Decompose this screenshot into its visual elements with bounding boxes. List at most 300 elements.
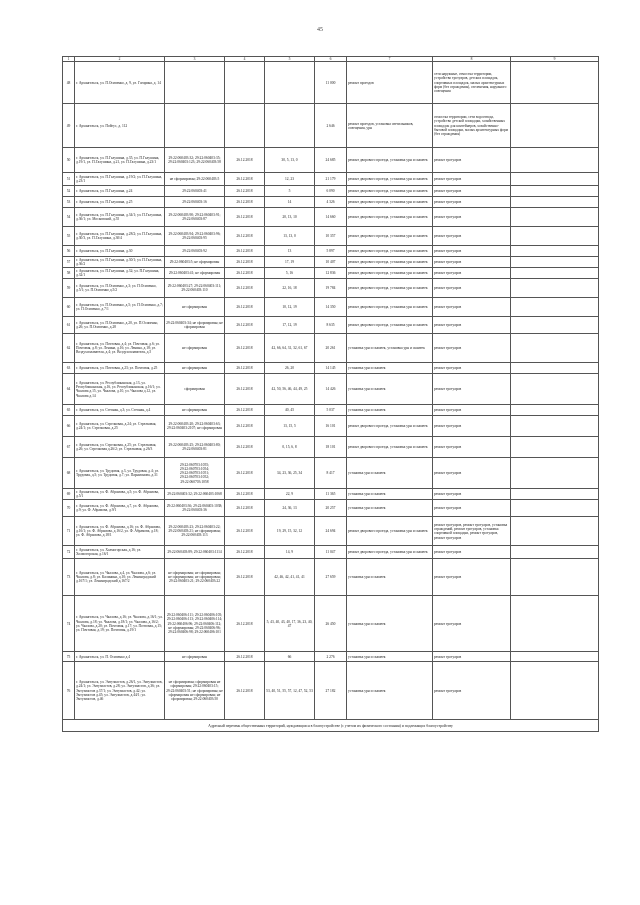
date-cell: 26.12.2018 [225, 279, 265, 298]
cadastral-number-cell [165, 104, 225, 148]
notes-cell [511, 416, 599, 437]
row-number: 59 [63, 279, 75, 298]
date-cell [225, 62, 265, 104]
column-header: 7 [347, 57, 433, 62]
row-number: 54 [63, 208, 75, 227]
column-header: 1 [63, 57, 75, 62]
address-cell: г. Архангельск, ул. П.Галушина, д.30 [75, 246, 165, 257]
additional-works-cell: ремонт тротуаров [433, 652, 511, 662]
row-number: 61 [63, 317, 75, 334]
cadastral-number-cell: сформирован [165, 374, 225, 405]
area-cell: 5 897 [315, 246, 347, 257]
row-number: 50 [63, 148, 75, 173]
table-row [63, 268, 599, 279]
date-cell [225, 104, 265, 148]
table-row [63, 405, 599, 416]
row-number: 72 [63, 546, 75, 559]
notes-cell [511, 458, 599, 489]
row-number: 57 [63, 257, 75, 268]
area-cell: 20 261 [315, 334, 347, 363]
cadastral-number-cell [165, 62, 225, 104]
apartment-count-cell: 53, 40, 51, 55, 57, 12, 47, 52, 53 [265, 662, 315, 720]
apartment-count-cell: 13, 13, 0 [265, 227, 315, 246]
address-cell: г. Архангельск, ул. П.Галушина, д.34/1; ул. П.Галушина, д.36/1; ул. Московский, д.55 [75, 208, 165, 227]
table-row [63, 148, 599, 173]
additional-works-cell: ремонт тротуаров [433, 458, 511, 489]
cadastral-number-cell: 29:22:060403:25; 29:22:060403:80; 29:22:060403:81 [165, 437, 225, 458]
works-cell: ремонт дворового проезда, установка урн и скамеек [347, 257, 433, 268]
works-cell: ремонт дворового проезда, установка урн и скамеек [347, 246, 433, 257]
works-cell: установка урн и скамеек [347, 458, 433, 489]
area-cell: 24 694 [315, 517, 347, 546]
address-cell: г. Архангельск, ул. Чкалова, д.16; ул. Чкалова, д.16/1; ул. Чкалова, д.18; ул. Чкалова, д.18/1; ул. Чкалова, д.16/2; ул. Чкалова, д.20; ул. Почтовая, д.17; ул. Почтовая, д.15; ул. Почтовая, д.19; ул. Почтовая, д.19/1 [75, 596, 165, 652]
area-cell: 24 685 [315, 148, 347, 173]
apartment-count-cell [265, 104, 315, 148]
row-number: 73 [63, 559, 75, 596]
table-row [63, 662, 599, 720]
date-cell: 26.12.2018 [225, 186, 265, 197]
table-row [63, 437, 599, 458]
apartment-count-cell: 22, 16, 18 [265, 279, 315, 298]
works-cell: ремонт дворового проезда, установка урн и скамеек [347, 268, 433, 279]
table-row [63, 559, 599, 596]
apartment-count-cell: 14 [265, 197, 315, 208]
table-row [63, 596, 599, 652]
notes-cell [511, 208, 599, 227]
notes-cell [511, 62, 599, 104]
cadastral-number-cell: не сформирован [165, 363, 225, 374]
notes-cell [511, 546, 599, 559]
table-row [63, 489, 599, 500]
notes-cell [511, 227, 599, 246]
address-cell: г. Архангельск, ул. П.Осипенко, д. 9, ул. Гагарина, д. 14 [75, 62, 165, 104]
notes-cell [511, 317, 599, 334]
additional-works-cell: ремонт тротуаров [433, 208, 511, 227]
table-row [63, 363, 599, 374]
cadastral-number-cell: 29:22:060403:36; 29:22:060403:1038; 29:22:060403:36 [165, 500, 225, 517]
cadastral-number-cell: 29:22:060403:20; 29:22:060403:63; 29:22:060403:2107; не сформирован [165, 416, 225, 437]
row-number: 64 [63, 374, 75, 405]
notes-cell [511, 500, 599, 517]
area-cell: 21 179 [315, 173, 347, 186]
row-number: 63 [63, 363, 75, 374]
row-number: 71 [63, 517, 75, 546]
works-cell: установка урн и скамеек [347, 374, 433, 405]
date-cell: 26.12.2018 [225, 257, 265, 268]
date-cell: 26.12.2018 [225, 652, 265, 662]
address-cell: г. Архангельск, ул. Республиканская, д.13, ул. Республиканская, д.16, ул. Республиканская, д.16/1; ул. Чкалова д.15, ул. Чкалова, д.10, ул. Чкалова д.12, ул. Чкалова д.14 [75, 374, 165, 405]
area-cell: 27 182 [315, 662, 347, 720]
additional-works-cell: ремонт тротуаров [433, 268, 511, 279]
date-cell: 26.12.2018 [225, 363, 265, 374]
apartment-count-cell: 17, 12, 19 [265, 317, 315, 334]
table-row [63, 246, 599, 257]
area-cell: 26 450 [315, 596, 347, 652]
row-number: 49 [63, 104, 75, 148]
notes-cell [511, 489, 599, 500]
address-cell: г. Архангельск, ул. П.Галушина, д.25 [75, 197, 165, 208]
improvement-register-table [62, 56, 599, 732]
row-number: 69 [63, 489, 75, 500]
row-number: 68 [63, 458, 75, 489]
apartment-count-cell: 13 [265, 246, 315, 257]
additional-works-cell: ремонт тротуаров [433, 489, 511, 500]
row-number: 58 [63, 268, 75, 279]
works-cell: ремонт дворового проезда, установка урн и скамеек [347, 546, 433, 559]
row-number: 75 [63, 652, 75, 662]
notes-cell [511, 257, 599, 268]
works-cell: ремонт дворового проезда, установка урн и скамеек [347, 173, 433, 186]
table-row [63, 279, 599, 298]
additional-works-cell: ремонт тротуаров [433, 416, 511, 437]
address-cell: г. Архангельск, ул. Стрелковая, д.25; ул. Стрелковая, д.26; ул. Стрелковая д.26/2; ул. Стрелковая, д.26/3 [75, 437, 165, 458]
area-cell: 14 426 [315, 374, 347, 405]
address-cell: г. Архангельск, ул. П.Осипенко, д.3; ул. П.Осипенко, д.5/1; ул. П.Осипенко д.5/2 [75, 279, 165, 298]
section-heading-row [63, 720, 599, 732]
additional-works-cell: сети наружные, отмостка территории, устройство тротуаров, детских площадок, спортивных площадок, малых архитектурных форм (без ограждения), озеленения, наружного освещения [433, 62, 511, 104]
address-cell: г. Архангельск, ул. Трудовая, д.3, ул. Трудовая, д.4; ул. Трудовая, д.5; ул. Трудовая, д.7; ул. Парнмонова, д.31 [75, 458, 165, 489]
apartment-count-cell: 24, 36, 13 [265, 500, 315, 517]
table-row [63, 104, 599, 148]
address-cell: г. Архангельск, ул. П.Галушина, д.32; ул. П.Галушина, д.32/1 [75, 268, 165, 279]
apartment-count-cell: 5, 16 [265, 268, 315, 279]
additional-works-cell: ремонт тротуаров [433, 437, 511, 458]
works-cell: ремонт дворового проезда, установка урн и скамеек [347, 517, 433, 546]
works-cell: ремонт проездов, установка светильников, освещения, урн [347, 104, 433, 148]
date-cell: 26.12.2018 [225, 416, 265, 437]
row-number: 48 [63, 62, 75, 104]
apartment-count-cell: 19, 29, 15, 32, 12 [265, 517, 315, 546]
cadastral-number-cell: 29:22:060403:27; 29:22:060403:111; 29:22:060403:110 [165, 279, 225, 298]
date-cell: 26.12.2018 [225, 596, 265, 652]
works-cell: установка урн и скамеек [347, 559, 433, 596]
address-cell: г. Архангельск, ул. Холмогорская, д.16; ул. Холмогорская, д.16/1 [75, 546, 165, 559]
apartment-count-cell: 26, 20 [265, 363, 315, 374]
works-cell: ремонт дворового проезда, установка урн и скамеек [347, 416, 433, 437]
additional-works-cell: ремонт тротуаров [433, 334, 511, 363]
date-cell: 26.12.2018 [225, 208, 265, 227]
cadastral-number-cell: не сформирован; не сформирован; не сформирован; не сформирован; 29:22:060403:21; 29:22:060403:22 [165, 559, 225, 596]
column-header: 9 [511, 57, 599, 62]
area-cell: 16 101 [315, 416, 347, 437]
area-cell: 10 357 [315, 227, 347, 246]
works-cell: установка урн и скамеек [347, 405, 433, 416]
additional-works-cell: ремонт тротуаров [433, 257, 511, 268]
apartment-count-cell [265, 62, 315, 104]
apartment-count-cell: 66 [265, 652, 315, 662]
works-cell: ремонт дворового проезда, установка урн и скамеек [347, 298, 433, 317]
additional-works-cell: ремонт тротуаров [433, 186, 511, 197]
works-cell: установка урн и скамеек [347, 363, 433, 374]
apartment-count-cell: 34, 23, 36, 25, 34 [265, 458, 315, 489]
notes-cell [511, 197, 599, 208]
notes-cell [511, 559, 599, 596]
cadastral-number-cell: 29:22:060403:90; 29:22:060403:91; 29:22:060403:87 [165, 208, 225, 227]
row-number: 67 [63, 437, 75, 458]
area-cell: 27 659 [315, 559, 347, 596]
row-number: 62 [63, 334, 75, 363]
works-cell: ремонт проездов [347, 62, 433, 104]
address-cell: г. Архангельск, ул. Ф. Абрамова, д.7, ул. Ф. Абрамова, д.9; ул. Ф. Абрамова, д.9/1 [75, 500, 165, 517]
notes-cell [511, 662, 599, 720]
area-cell: 18 101 [315, 437, 347, 458]
address-cell: г. Архангельск, ул. Степная, д.3; ул. Степная, д.4 [75, 405, 165, 416]
apartment-count-cell: 42, 66, 64, 31, 32, 61, 67 [265, 334, 315, 363]
date-cell: 26.12.2018 [225, 246, 265, 257]
address-cell: г. Архангельск, ул. П.Галушина, д.30/1; ул. П.Галушина, д.36/2 [75, 257, 165, 268]
apartment-count-cell: 42, 50, 56, 46, 44, 49, 25 [265, 374, 315, 405]
column-header: 6 [315, 57, 347, 62]
cadastral-number-cell: 29:22:060403:94; 29:22:060403:96; 29:22:060403:95 [165, 227, 225, 246]
apartment-count-cell: 17, 19 [265, 257, 315, 268]
area-cell: 8 635 [315, 317, 347, 334]
notes-cell [511, 173, 599, 186]
table-body [63, 62, 599, 720]
additional-works-cell: ремонт тротуаров, ремонт тротуаров, установка ограждений, ремонт тротуаров, установка спортивной площадки, ремонт тротуаров, ремонт тротуаров [433, 517, 511, 546]
row-number: 55 [63, 227, 75, 246]
notes-cell [511, 363, 599, 374]
notes-cell [511, 104, 599, 148]
date-cell: 26.12.2018 [225, 489, 265, 500]
notes-cell [511, 374, 599, 405]
apartment-count-cell: 10, 12, 19 [265, 298, 315, 317]
apartment-count-cell: 5 [265, 186, 315, 197]
date-cell: 26.12.2018 [225, 405, 265, 416]
cadastral-number-cell: 29:22:060403:92 [165, 246, 225, 257]
table-row [63, 298, 599, 317]
cadastral-number-cell: не сформирован [165, 405, 225, 416]
apartment-count-cell: 20, 13, 10 [265, 208, 315, 227]
row-number: 56 [63, 246, 75, 257]
area-cell: 10 407 [315, 257, 347, 268]
works-cell: ремонт дворового проезда, установка урн и скамеек [347, 437, 433, 458]
cadastral-number-cell: 29:22:060403:23; 29:22:060403:22; 29:22:060403:21; не сформирован; 29:22:060403:113 [165, 517, 225, 546]
works-cell: установка урн и скамеек, установка урн и скамеек [347, 334, 433, 363]
address-cell: г. Архангельск, ул. П.Осипенко, д.20, ул. П.Осипенко, д.26; ул. П.Осипенко, д.28 [75, 317, 165, 334]
area-cell: 4 326 [315, 197, 347, 208]
notes-cell [511, 246, 599, 257]
works-cell: установка урн и скамеек [347, 662, 433, 720]
area-cell: 11 365 [315, 489, 347, 500]
apartment-count-cell: 12, 23 [265, 173, 315, 186]
cadastral-number-cell: 29:22:060403:41; не сформирован [165, 268, 225, 279]
area-cell: 8 417 [315, 458, 347, 489]
additional-works-cell: ремонт тротуаров [433, 227, 511, 246]
area-cell: 19 784 [315, 279, 347, 298]
notes-cell [511, 148, 599, 173]
area-cell: 14 145 [315, 363, 347, 374]
additional-works-cell: ремонт тротуаров [433, 363, 511, 374]
column-header: 8 [433, 57, 511, 62]
table-row [63, 458, 599, 489]
row-number: 51 [63, 173, 75, 186]
additional-works-cell: ремонт тротуаров [433, 148, 511, 173]
apartment-count-cell: 14, 9 [265, 546, 315, 559]
notes-cell [511, 405, 599, 416]
notes-cell [511, 596, 599, 652]
cadastral-number-cell: 29:22:060403:5; не сформирован [165, 257, 225, 268]
column-header: 4 [225, 57, 265, 62]
apartment-count-cell: 5, 43, 40, 43, 40, 17, 36, 23, 40, 47 [265, 596, 315, 652]
works-cell: установка урн и скамеек [347, 489, 433, 500]
table-row [63, 652, 599, 662]
column-header: 2 [75, 57, 165, 62]
notes-cell [511, 279, 599, 298]
cadastral-number-cell: 29:22:060403:32; 29:22:060403:1068 [165, 489, 225, 500]
area-cell: 11 047 [315, 546, 347, 559]
cadastral-number-cell: не сформирован; сформирован не сформирован; 29:22:060403:15; 29:22:060403:51; не сформирован; не сформирован не сформирован; не сформирован; 29:22:060403:50 [165, 662, 225, 720]
apartment-count-cell: 42, 46, 42, 41, 41, 41 [265, 559, 315, 596]
cadastral-number-cell: 29:22:060703:1055; 29:22:060703:1054; 29:22:060703:1051; 29:22:060703:1052; 29:22:060703:1058 [165, 458, 225, 489]
table-row [63, 416, 599, 437]
notes-cell [511, 298, 599, 317]
address-cell: г. Архангельск, ул. Стрелковая, д.24; ул. Стрелковая, д.24/1; ул. Стрелковая, д.25 [75, 416, 165, 437]
cadastral-number-cell: 29:22:060403:34; не сформирован; не сформирован [165, 317, 225, 334]
page-number: 45 [317, 27, 323, 33]
additional-works-cell: ремонт тротуаров [433, 279, 511, 298]
additional-works-cell: ремонт тротуаров [433, 298, 511, 317]
additional-works-cell: ремонт тротуаров [433, 173, 511, 186]
works-cell: ремонт дворового проезда, установка урн и скамеек [347, 197, 433, 208]
additional-works-cell: ремонт тротуаров [433, 596, 511, 652]
area-cell: 11 000 [315, 62, 347, 104]
additional-works-cell: ремонт тротуаров [433, 500, 511, 517]
area-cell: 2 276 [315, 652, 347, 662]
works-cell: ремонт дворового проезда, установка урн и скамеек [347, 227, 433, 246]
cadastral-number-cell: 29:22:060406:111; 29:22:060406:105; 29:22:060406:113; 29:22:060406:114; 29:22:060406:96; 29:22:060406:112; не сформирован; 29:22:060406:96; 29:22:060406:98; 29:22:060406:101 [165, 596, 225, 652]
address-cell: г. Архангельск, ул. Ф. Абрамова, д.16; ул. Ф. Абрамова, д.16/1; ул. Ф. Абрамова, д.16/2, ул. Ф. Абрамова, д.18; ул. Ф. Абрамова, д.18/1 [75, 517, 165, 546]
table-row [63, 62, 599, 104]
cadastral-number-cell: не сформирован [165, 652, 225, 662]
additional-works-cell: ремонт тротуаров [433, 546, 511, 559]
address-cell: г. Архангельск, ул. П.Осипенко, д.5; ул. П.Осипенко, д.7; ул. П.Осипенко, д.7/1 [75, 298, 165, 317]
row-number: 52 [63, 186, 75, 197]
works-cell: установка урн и скамеек [347, 596, 433, 652]
cadastral-number-cell: не сформирован [165, 334, 225, 363]
date-cell: 26.12.2018 [225, 437, 265, 458]
date-cell: 26.12.2018 [225, 334, 265, 363]
date-cell: 26.12.2018 [225, 546, 265, 559]
row-number: 74 [63, 596, 75, 652]
address-cell: г. Архангельск, ул. Почтовая, д.23; ул. Почтовая, д.25 [75, 363, 165, 374]
additional-works-cell: ремонт тротуаров [433, 374, 511, 405]
notes-cell [511, 334, 599, 363]
date-cell: 26.12.2018 [225, 197, 265, 208]
address-cell: г. Архангельск, ул. Энтузиастов, д.26/1, ул. Энтузиастов, д.24/1; ул. Энтузиастов, д.28; ул. Энтузиастов, д.36; ул. Энтузиастов д.37/1; ул. Энтузиастов, д.42; ул. Энтузиастов д.45; ул. Энтузиастов, д.44/1; ул. Энтузиастов, д.46 [75, 662, 165, 720]
works-cell: ремонт дворового проезда, установка урн и скамеек [347, 148, 433, 173]
address-cell: г. Архангельск, ул. П.Галушина, д.28/2; ул. П.Галушина, д.30/3, ул. П.Галушина, д.30/4 [75, 227, 165, 246]
table-row [63, 374, 599, 405]
column-header: 5 [265, 57, 315, 62]
area-cell: 14 660 [315, 208, 347, 227]
additional-works-cell: отмостка территории, сети водоотвода, устройство детской площадки, хозяйственных площадок для контейнеров, хозяйственно-бытовой площадки, малых архитектурных форм (без ограждения) [433, 104, 511, 148]
date-cell: 26.12.2018 [225, 268, 265, 279]
cadastral-number-cell: не сформирован [165, 298, 225, 317]
notes-cell [511, 652, 599, 662]
apartment-count-cell: 40, 45 [265, 405, 315, 416]
table-row [63, 208, 599, 227]
cadastral-number-cell: 29:22:060403:89; 29:22:060403:1114 [165, 546, 225, 559]
table-row [63, 546, 599, 559]
table-row [63, 317, 599, 334]
date-cell: 26.12.2018 [225, 227, 265, 246]
section-heading: Адресный перечень общественных территорий, нуждающихся в благоустройстве (с учетом их физического состояния) и подлежащих благоустройству [63, 720, 599, 732]
row-number: 66 [63, 416, 75, 437]
area-cell: 20 257 [315, 500, 347, 517]
notes-cell [511, 268, 599, 279]
address-cell: г. Архангельск, ул. П. Осипенко д.4 [75, 652, 165, 662]
apartment-count-cell: 30, 5, 13, 0 [265, 148, 315, 173]
table-row [63, 173, 599, 186]
works-cell: установка урн и скамеек [347, 500, 433, 517]
cadastral-number-cell: 29:22:060403:32; 29:22:060403:35; 29:22:060403:123; 29:22:060403:58 [165, 148, 225, 173]
additional-works-cell: ремонт тротуаров [433, 317, 511, 334]
date-cell: 26.12.2018 [225, 173, 265, 186]
additional-works-cell: ремонт тротуаров [433, 559, 511, 596]
address-cell: г. Архангельск, ул. П.Галушина, д.19/2; ул. П.Галушина, д.23/1 [75, 173, 165, 186]
works-cell: ремонт дворового проезда, установка урн и скамеек [347, 186, 433, 197]
additional-works-cell: ремонт тротуаров [433, 662, 511, 720]
area-cell: 12 836 [315, 268, 347, 279]
date-cell: 26.12.2018 [225, 374, 265, 405]
apartment-count-cell: 13, 15, 5 [265, 416, 315, 437]
table-row [63, 227, 599, 246]
notes-cell [511, 437, 599, 458]
row-number: 65 [63, 405, 75, 416]
address-cell: г. Архангельск, ул. П.Галушина, д.35, ул. П.Галушина, д.19/1, ул. П.Галушина, д.21, ул. П.Галушина, д.23/1 [75, 148, 165, 173]
area-cell: 2 646 [315, 104, 347, 148]
date-cell: 26.12.2018 [225, 559, 265, 596]
notes-cell [511, 517, 599, 546]
cadastral-number-cell: 29:22:060403:41 [165, 186, 225, 197]
additional-works-cell: ремонт тротуаров [433, 197, 511, 208]
table-row [63, 500, 599, 517]
apartment-count-cell: 0, 15, 6, 8 [265, 437, 315, 458]
table-row [63, 334, 599, 363]
row-number: 76 [63, 662, 75, 720]
table-row [63, 197, 599, 208]
row-number: 70 [63, 500, 75, 517]
apartment-count-cell: 22, 9 [265, 489, 315, 500]
additional-works-cell: ремонт тротуаров [433, 246, 511, 257]
address-cell: г. Архангельск, ул. Ф. Абрамова, д.5; ул. Ф. Абрамова, д.5/1 [75, 489, 165, 500]
address-cell: г. Архангельск, ул. Чкалова, д.4, ул. Чкалова, д.6; ул. Чкалова, д.8; ул. Калинина, д.10; ул. Ленинградский д.167/1; ул. Ленинградский д.167/2 [75, 559, 165, 596]
area-cell: 5 037 [315, 405, 347, 416]
table-row [63, 186, 599, 197]
works-cell: ремонт дворового проезда, установка урн и скамеек [347, 279, 433, 298]
row-number: 60 [63, 298, 75, 317]
date-cell: 26.12.2018 [225, 500, 265, 517]
row-number: 53 [63, 197, 75, 208]
address-cell: г. Архангельск, ул. П.Галушина, д.24 [75, 186, 165, 197]
address-cell: г. Архангельск, ул. Пойгус, д. 112 [75, 104, 165, 148]
notes-cell [511, 186, 599, 197]
area-cell: 14 350 [315, 298, 347, 317]
area-cell: 6 090 [315, 186, 347, 197]
table-row [63, 257, 599, 268]
cadastral-number-cell: не сформирован; 29:22:060403:5 [165, 173, 225, 186]
works-cell: ремонт дворового проезда, установка урн и скамеек [347, 317, 433, 334]
column-header: 3 [165, 57, 225, 62]
date-cell: 26.12.2018 [225, 148, 265, 173]
address-cell: г. Архангельск, ул. Почтовая, д.4; ул. Почтовая, д.6; ул. Почтовая, д.8; ул. Ленина, д.16; ул. Ленина, д.18; ул. Воздухоплавателя, д.4; ул. Воздухоплавателя, д.5 [75, 334, 165, 363]
date-cell: 26.12.2018 [225, 317, 265, 334]
date-cell: 26.12.2018 [225, 662, 265, 720]
date-cell: 26.12.2018 [225, 517, 265, 546]
works-cell: ремонт дворового проезда, установка урн и скамеек [347, 208, 433, 227]
cadastral-number-cell: 29:22:060403:16 [165, 197, 225, 208]
works-cell: установка урн и скамеек [347, 652, 433, 662]
